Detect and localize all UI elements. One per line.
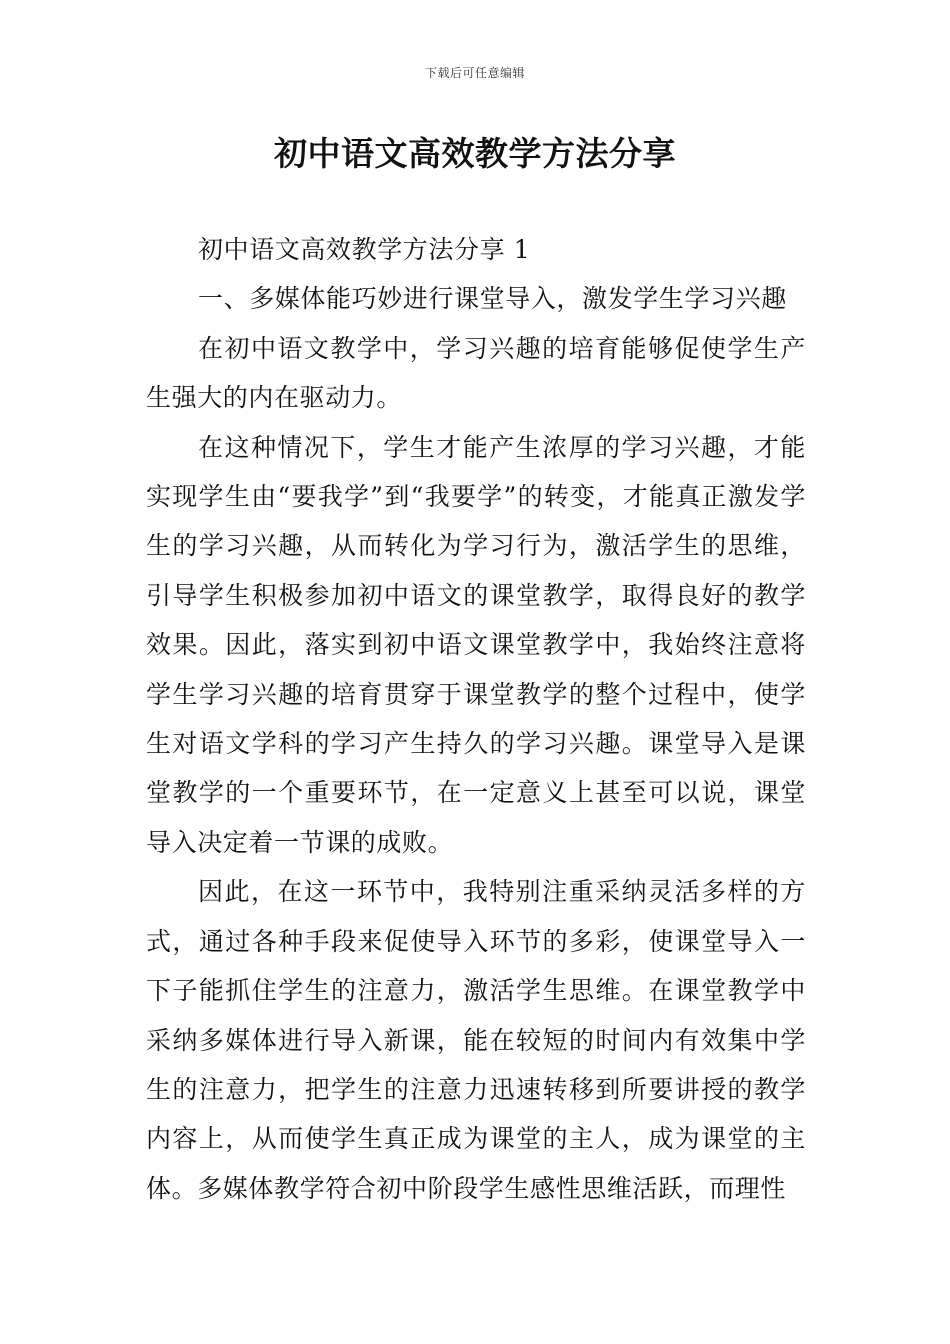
paragraph-1: 在初中语文教学中，学习兴趣的培育能够促使学生产生强大的内在驱动力。 — [146, 333, 806, 413]
subheading-1: 一、多媒体能巧妙进行课堂导入，激发学生学习兴趣 — [198, 284, 787, 314]
section-heading-1: 初中语文高效教学方法分享 1 — [198, 235, 531, 264]
paragraph-2: 在这种情况下，学生才能产生浓厚的学习兴趣，才能实现学生由“要我学”到“我要学”的转变，才能真正激发学生的学习兴趣，从而转化为学习行为，激活学生的思维，引导学生积极参加初中语文的课堂教学，取得良好的教学效果。因此，落实到初中语文课堂教学中，我始终注意将学生学习兴趣的培育贯穿于课堂教学的整个过程中，使学生对语文学科的学习产生持久的学习兴趣。课堂导入是课堂教学的一个重要环节，在一定意义上甚至可以说，课堂导入决定着一节课的成败。 — [146, 432, 806, 857]
paragraph-3: 因此，在这一环节中，我特别注重采纳灵活多样的方式，通过各种手段来促使导入环节的多彩，使课堂导入一下子能抓住学生的注意力，激活学生思维。在课堂教学中采纳多媒体进行导入新课，能在较短的时间内有效集中学生的注意力，把学生的注意力迅速转移到所要讲授的教学内容上，从而使学生真正成为课堂的主人，成为课堂的主体。多媒体教学符合初中阶段学生感性思维活跃，而理性 — [146, 877, 806, 1203]
document-body — [146, 225, 806, 1213]
document-title: 初中语文高效教学方法分享 — [274, 134, 676, 173]
header-note: 下载后可任意编辑 — [424, 66, 525, 80]
